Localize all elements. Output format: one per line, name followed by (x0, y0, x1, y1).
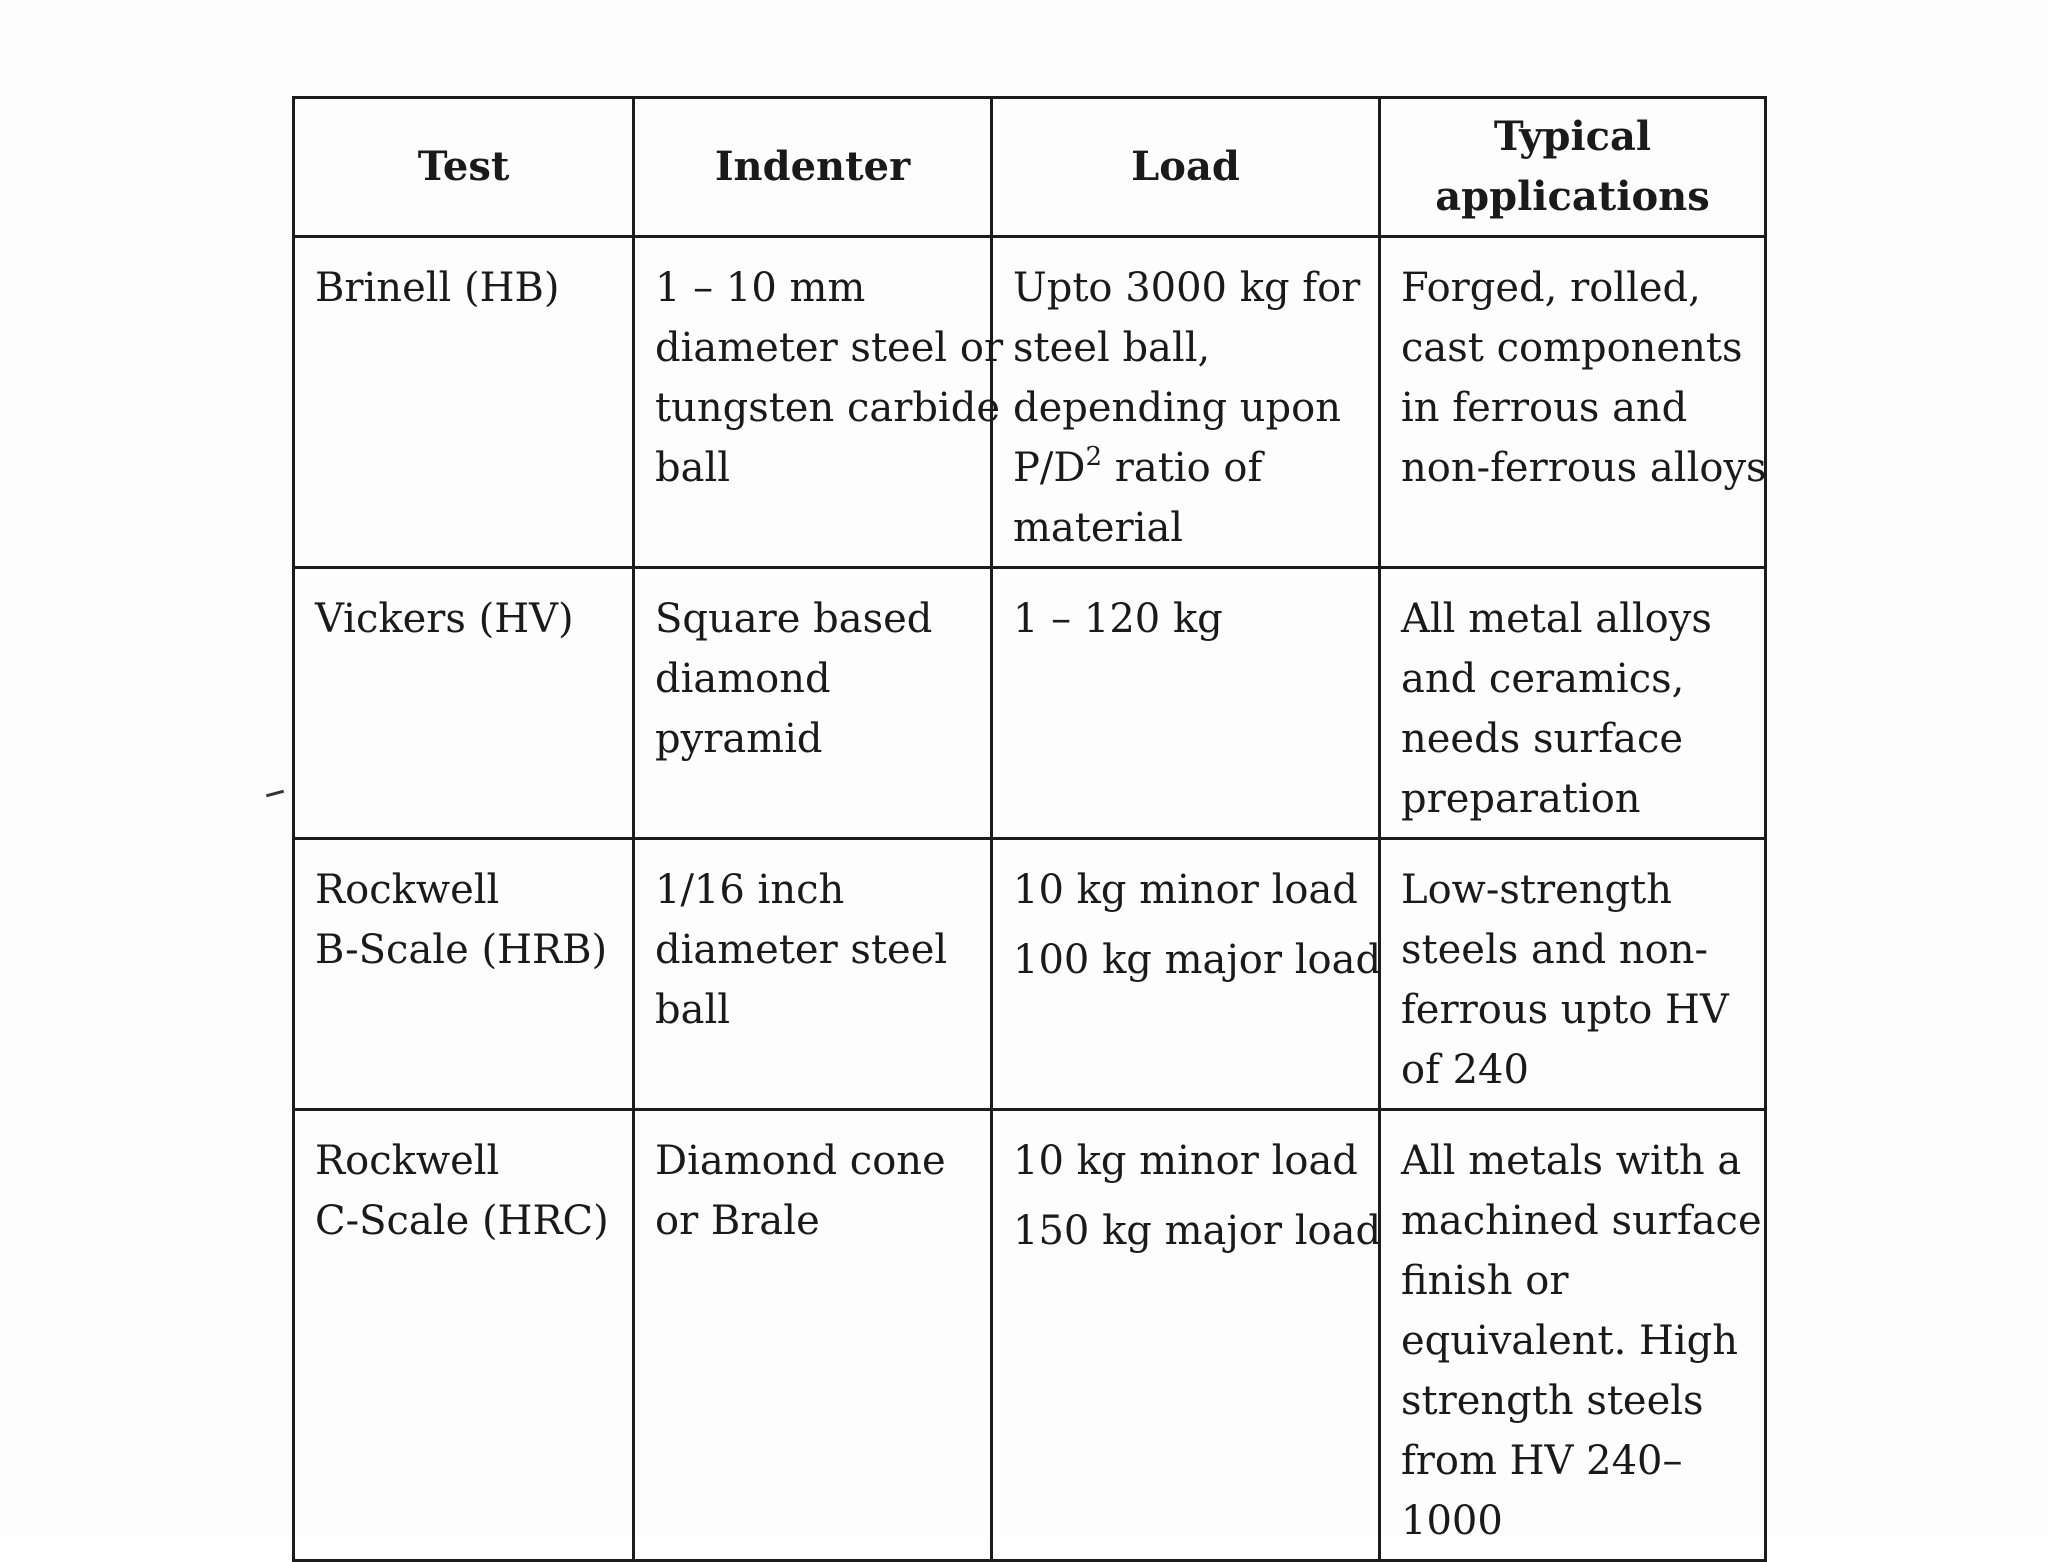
cell-load: Upto 3000 kg for steel ball, depending upon $P/D^2$ ratio of material (992, 237, 1380, 568)
cell-applications: All metal alloys and ceramics, needs surface preparation (1380, 568, 1766, 839)
cell-indenter: 1 – 10 mm diameter steel or tungsten carbide ball (634, 237, 992, 568)
cell-load: 1 – 120 kg (992, 568, 1380, 839)
table-row (294, 1110, 1766, 1561)
header-test: Test (294, 98, 634, 237)
cell-indenter: 1/16 inch diameter steel ball (634, 839, 992, 1110)
table-row (294, 237, 1766, 568)
table-row (294, 568, 1766, 839)
cell-test: Vickers (HV) (294, 568, 634, 839)
cell-test: Rockwell C-Scale (HRC) (294, 1110, 634, 1561)
table-row (294, 839, 1766, 1110)
header-indenter: Indenter (634, 98, 992, 237)
cell-test: Brinell (HB) (294, 237, 634, 568)
header-row (294, 98, 1766, 237)
hardness-test-table (292, 96, 1767, 1562)
cell-applications: Forged, rolled, cast components in ferrous and non-ferrous alloys (1380, 237, 1766, 568)
header-load: Load (992, 98, 1380, 237)
stray-mark (266, 790, 284, 798)
cell-indenter: Square based diamond pyramid (634, 568, 992, 839)
cell-applications: All metals with a machined surface finish or equivalent. High strength steels from HV 240– 1000 (1380, 1110, 1766, 1561)
cell-applications: Low-strength steels and non- ferrous upto HV of 240 (1380, 839, 1766, 1110)
cell-load: 10 kg minor load 150 kg major load (992, 1110, 1380, 1561)
cell-load: 10 kg minor load 100 kg major load (992, 839, 1380, 1110)
cell-indenter: Diamond cone or Brale (634, 1110, 992, 1561)
header-applications: Typical applications (1380, 98, 1766, 237)
cell-test: Rockwell B-Scale (HRB) (294, 839, 634, 1110)
